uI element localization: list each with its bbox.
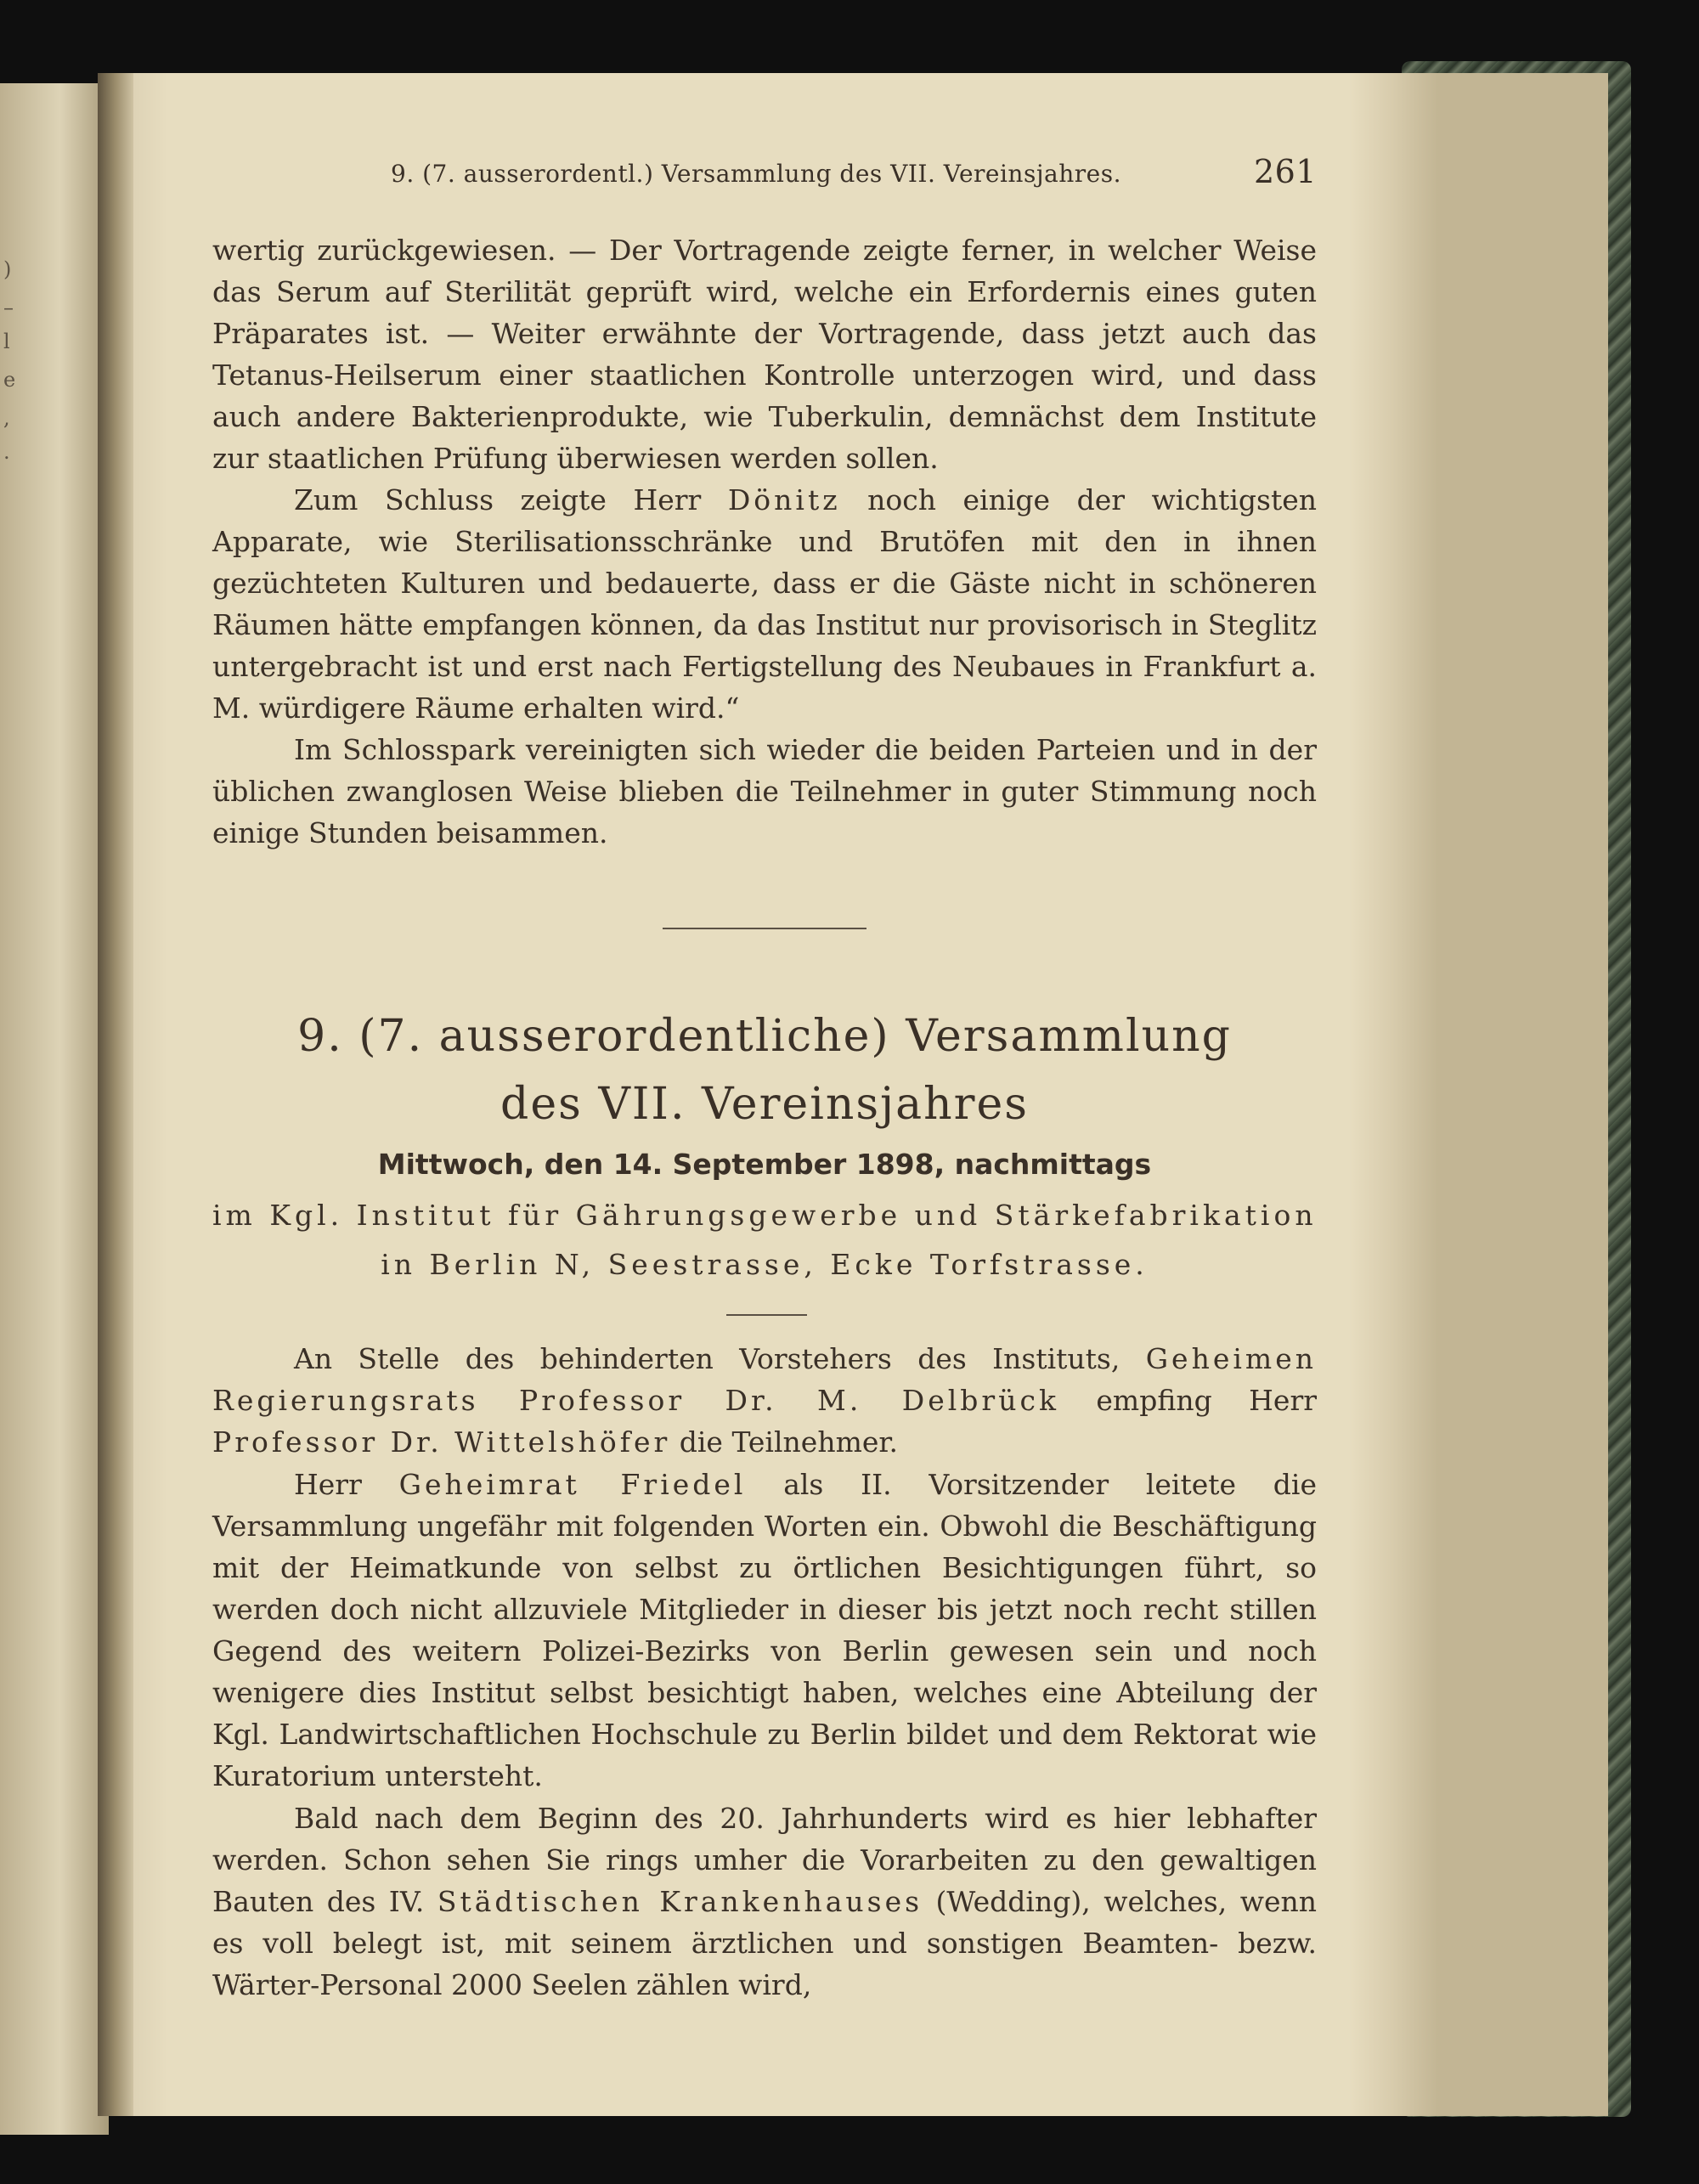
section-title: 9. (7. ausserordentliche) Versammlung: [297, 1011, 1232, 1062]
paragraph-text: Herr: [294, 1468, 399, 1501]
person-name: Professor Dr. Wittelshöfer: [212, 1425, 671, 1459]
paragraph-text: An Stelle des behinderten Vorstehers des Instituts,: [294, 1342, 1146, 1375]
paragraph-delbrueck: [212, 1338, 1317, 1463]
paragraph-text: empfing Herr: [1058, 1384, 1318, 1417]
paragraph-text: wertig zurückgewiesen. — Der Vortragende zeigte ferner, in welcher Weise das Serum auf Sterilität geprüft wird, welche ein Erfordernis eines guten Präparates ist. — Weiter erwähnte der Vortragende, dass jetzt auch das Tetanus-Heilserum einer staatlichen Kontrolle unterzogen wird, und dass auch andere Bakterienprodukte, wie Tuberkulin, demnächst dem Institute zur staatlichen Prüfung überwiesen werden sollen.: [212, 234, 1317, 475]
page-number: 261: [1253, 153, 1317, 190]
paragraph-krankenhaus: [212, 1797, 1317, 2006]
person-name: Geheimen Regierungsrats Professor Dr. M. Delbrück: [212, 1342, 1317, 1417]
left-page-fragment: .: [3, 440, 10, 464]
running-head-title: 9. (7. ausserordentl.) Versammlung des VII. Vereinsjahres.: [391, 160, 1121, 188]
paragraph-text: Zum Schluss zeigte Herr: [294, 483, 728, 516]
left-page-fragment: ,: [3, 406, 10, 430]
paragraph-friedel: [212, 1464, 1317, 1797]
left-page-fragment: e: [3, 368, 16, 392]
left-page-edge: [0, 83, 109, 2135]
paragraph-text: Im Schlosspark vereinigten sich wieder die beiden Parteien und in der üblichen zwanglosen Weise blieben die Teilnehmer in guter Stimmung noch einige Stunden beisammen.: [212, 733, 1317, 849]
meeting-location: im Kgl. Institut für Gährungsgewerbe und Stärkefabrikation: [212, 1199, 1318, 1232]
section-title: des VII. Vereinsjahres: [500, 1079, 1029, 1130]
section-rule: [726, 1314, 807, 1316]
left-page-fragment: ): [3, 257, 12, 281]
paragraph-text: (Wedding), welches, wenn es voll belegt ist, mit seinem ärztlichen und sonstigen Beamten- bezw. Wärter-Personal 2000 Seelen zählen wird,: [212, 1885, 1318, 2001]
paragraph-text: die Teilnehmer.: [670, 1425, 899, 1459]
hospital-name: Städtischen Krankenhauses: [437, 1885, 923, 1918]
meeting-location: in Berlin N, Seestrasse, Ecke Torfstrasse.: [381, 1248, 1149, 1281]
paragraph-text: noch einige der wichtigsten Apparate, wie Sterilisationsschränke und Brutöfen mit den in ihnen gezüchteten Kulturen und bedauerte, dass er die Gäste nicht in schöneren Räumen hätte empfangen können, da das Institut nur provisorisch in Steglitz untergebracht ist und erst nach Fertigstellung des Neubaues in Frankfurt a. M. würdigere Räume erhalten wird.“: [212, 483, 1318, 725]
paragraph-text: als II. Vorsitzender leitete die Versammlung ungefähr mit folgenden Worten ein. Obwohl die Beschäftigung mit der Heimatkunde von selbst zu örtlichen Besichtigungen führt, so werden doch nicht allzuviele Mitglieder in dieser bis jetzt noch recht stillen Gegend des weitern Polizei-Bezirks von Berlin gewesen sein und noch wenigere dies Institut selbst besichtigt haben, welches eine Abteilung der Kgl. Landwirtschaftlichen Hochschule zu Berlin bildet und dem Rektorat wie Kuratorium untersteht.: [212, 1468, 1317, 1792]
section-divider: [663, 928, 866, 929]
paragraph-schlosspark: [212, 729, 1317, 854]
paragraph-text: Bald nach dem Beginn des 20. Jahrhunderts wird es hier lebhafter werden. Schon sehen Sie rings umher die Vorarbeiten zu den gewaltigen Bauten des IV.: [212, 1802, 1317, 1918]
running-head: [212, 153, 1317, 195]
person-name: Dönitz: [727, 483, 841, 516]
meeting-date: Mittwoch, den 14. September 1898, nachmittags: [377, 1148, 1152, 1181]
paragraph-doenitz-apparatus: [212, 479, 1317, 729]
left-page-fragment: l: [3, 330, 10, 353]
paragraph-serum-testing: [212, 229, 1317, 479]
left-page-fragment: –: [3, 296, 14, 319]
person-name: Geheimrat Friedel: [398, 1468, 747, 1501]
page-gutter: [98, 73, 133, 2116]
